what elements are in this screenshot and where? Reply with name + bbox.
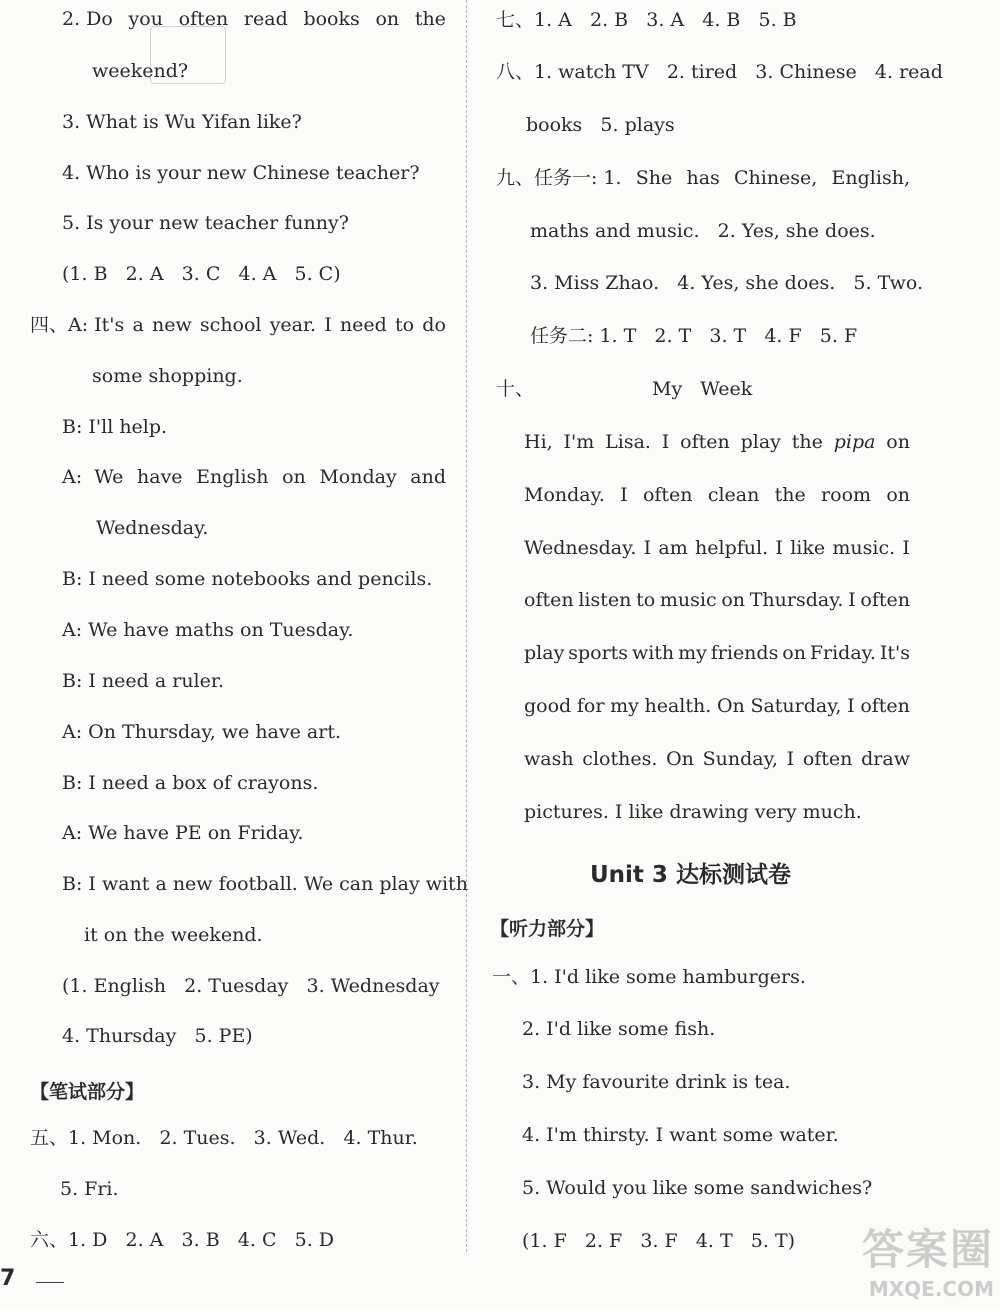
word: English bbox=[196, 466, 269, 488]
word: I bbox=[848, 589, 856, 611]
q4-line4 bbox=[62, 468, 446, 487]
essay-line2 bbox=[524, 486, 910, 505]
word: I bbox=[643, 537, 652, 559]
column-divider bbox=[466, 0, 467, 1252]
word: do bbox=[422, 314, 446, 336]
word: listen bbox=[578, 589, 632, 611]
written-section-label: 【笔试部分】 bbox=[30, 1081, 145, 1103]
word: English, bbox=[831, 167, 910, 189]
word: play bbox=[740, 431, 781, 453]
essay-line3 bbox=[524, 539, 910, 558]
word: with bbox=[631, 642, 675, 664]
q5-line2: 5. Fri. bbox=[60, 1178, 119, 1200]
word: on bbox=[886, 431, 910, 453]
word: school bbox=[199, 314, 262, 336]
essay-line4 bbox=[524, 591, 910, 610]
q3-item3: 3. What is Wu Yifan like? bbox=[62, 111, 302, 133]
word: friends bbox=[710, 642, 779, 664]
word: often bbox=[178, 8, 229, 30]
q4-line7: A: We have maths on Tuesday. bbox=[62, 619, 354, 641]
word: new bbox=[151, 314, 192, 336]
q1-line1: 一、1. I'd like some hamburgers. bbox=[492, 966, 806, 988]
word: year. bbox=[269, 314, 317, 336]
q4-line11: A: We have PE on Friday. bbox=[62, 822, 304, 844]
word: the bbox=[414, 8, 446, 30]
word: I bbox=[847, 695, 855, 717]
watermark-text: 答案圈 bbox=[861, 1225, 994, 1274]
word: She bbox=[635, 167, 673, 189]
q4-line5: Wednesday. bbox=[96, 517, 209, 539]
word: have bbox=[137, 466, 183, 488]
word: often bbox=[642, 484, 693, 506]
word: on bbox=[782, 642, 806, 664]
word: I bbox=[786, 748, 795, 770]
q9-line4: 任务二: 1. T 2. T 3. T 4. F 5. F bbox=[530, 325, 858, 347]
q8-line2: books 5. plays bbox=[526, 114, 675, 136]
word: Wednesday. bbox=[524, 537, 637, 559]
word: often bbox=[860, 589, 910, 611]
word: I bbox=[324, 314, 332, 336]
word: I bbox=[661, 431, 670, 453]
essay-line1 bbox=[524, 433, 910, 452]
word-italic: pipa bbox=[833, 431, 876, 453]
word: has bbox=[686, 167, 720, 189]
q1-line3: 3. My favourite drink is tea. bbox=[522, 1071, 791, 1093]
q4-line8: B: I need a ruler. bbox=[62, 670, 224, 692]
word: often bbox=[860, 695, 910, 717]
word: Saturday, bbox=[750, 695, 842, 717]
q1-line4: 4. I'm thirsty. I want some water. bbox=[522, 1124, 839, 1146]
word: often bbox=[524, 589, 574, 611]
word: on bbox=[375, 8, 400, 30]
q9-line2: maths and music. 2. Yes, she does. bbox=[530, 220, 876, 242]
word: Monday bbox=[319, 466, 397, 488]
essay-line7 bbox=[524, 750, 910, 769]
word: often bbox=[802, 748, 853, 770]
word: 2. Do bbox=[62, 8, 113, 30]
watermark-logo bbox=[862, 1217, 994, 1301]
q5-line1: 五、1. Mon. 2. Tues. 3. Wed. 4. Thur. bbox=[30, 1127, 418, 1149]
word: books bbox=[303, 8, 360, 30]
q8-line1: 八、1. watch TV 2. tired 3. Chinese 4. read bbox=[496, 61, 943, 83]
listening-section-label: 【听力部分】 bbox=[490, 918, 605, 940]
word: Sunday, bbox=[702, 748, 778, 770]
essay-line5 bbox=[524, 644, 910, 663]
essay-title: My Week bbox=[652, 378, 753, 400]
q4-line9: A: On Thursday, we have art. bbox=[62, 721, 341, 743]
q4-line14: (1. English 2. Tuesday 3. Wednesday bbox=[62, 975, 440, 997]
essay-line8: pictures. I like drawing very much. bbox=[524, 801, 862, 823]
page-number-dash bbox=[36, 1282, 64, 1283]
word: On bbox=[666, 748, 694, 770]
word: like bbox=[790, 537, 826, 559]
q4-line12: B: I want a new football. We can play with bbox=[62, 873, 468, 895]
word: to bbox=[636, 589, 656, 611]
word: clean bbox=[707, 484, 760, 506]
word: a bbox=[132, 314, 144, 336]
word: sports bbox=[568, 642, 629, 664]
word: Hi, bbox=[524, 431, 553, 453]
q4-line10: B: I need a box of crayons. bbox=[62, 772, 319, 794]
q1-answers: (1. F 2. F 3. F 4. T 5. T) bbox=[522, 1230, 796, 1252]
word: Thursday. bbox=[749, 589, 844, 611]
q4-line3: B: I'll help. bbox=[62, 416, 168, 438]
word: I bbox=[775, 537, 783, 559]
q4-line6: B: I need some notebooks and pencils. bbox=[62, 568, 433, 590]
word: wash bbox=[524, 748, 574, 770]
q4-line1 bbox=[30, 316, 446, 335]
word: am bbox=[658, 537, 688, 559]
word: and bbox=[410, 466, 446, 488]
word: On bbox=[716, 695, 745, 717]
word: for bbox=[576, 695, 605, 717]
q3-answers: (1. B 2. A 3. C 4. A 5. C) bbox=[62, 263, 341, 285]
word: I bbox=[902, 537, 910, 559]
essay-line6 bbox=[524, 697, 910, 716]
word: I bbox=[620, 484, 628, 506]
q6-answers: 六、1. D 2. A 3. B 4. C 5. D bbox=[30, 1229, 335, 1251]
word: Monday. bbox=[524, 484, 605, 506]
word: you bbox=[128, 8, 163, 30]
q3-item2-line1 bbox=[62, 10, 446, 29]
word: 四、A: It's bbox=[30, 314, 125, 336]
word: on bbox=[886, 484, 910, 506]
q3-item2-line2: weekend? bbox=[92, 60, 189, 82]
word: A: We bbox=[62, 466, 124, 488]
word: 九、任务一: 1. bbox=[496, 167, 622, 189]
q9-line3: 3. Miss Zhao. 4. Yes, she does. 5. Two. bbox=[530, 272, 923, 294]
word: It's bbox=[879, 642, 910, 664]
page-number: 7 bbox=[0, 1266, 16, 1291]
word: health. bbox=[644, 695, 712, 717]
word: good bbox=[524, 695, 572, 717]
word: helpful. bbox=[695, 537, 769, 559]
word: clothes. bbox=[582, 748, 658, 770]
q9-line1 bbox=[496, 169, 910, 188]
word: my bbox=[610, 695, 639, 717]
q4-line2: some shopping. bbox=[92, 365, 243, 387]
word: Lisa. bbox=[605, 431, 651, 453]
word: Chinese, bbox=[733, 167, 818, 189]
word: play bbox=[524, 642, 565, 664]
word: music bbox=[659, 589, 717, 611]
word: often bbox=[680, 431, 730, 453]
word: the bbox=[774, 484, 806, 506]
word: to bbox=[395, 314, 415, 336]
q4-line15: 4. Thursday 5. PE) bbox=[62, 1025, 253, 1047]
word: on bbox=[282, 466, 306, 488]
word: music. bbox=[832, 537, 896, 559]
unit-title: Unit 3 达标测试卷 bbox=[590, 862, 791, 888]
q3-item4: 4. Who is your new Chinese teacher? bbox=[62, 162, 420, 184]
word: on bbox=[721, 589, 745, 611]
word: need bbox=[339, 314, 387, 336]
q10-number: 十、 bbox=[496, 378, 535, 400]
word: Friday. bbox=[809, 642, 876, 664]
word: draw bbox=[861, 748, 910, 770]
word: read bbox=[243, 8, 288, 30]
q3-item5: 5. Is your new teacher funny? bbox=[62, 212, 349, 234]
word: I'm bbox=[563, 431, 595, 453]
q1-line5: 5. Would you like some sandwiches? bbox=[522, 1177, 873, 1199]
q4-line13: it on the weekend. bbox=[84, 924, 263, 946]
watermark-url: MXQE.COM bbox=[868, 1277, 994, 1301]
q7-answers: 七、1. A 2. B 3. A 4. B 5. B bbox=[496, 9, 797, 31]
word: room bbox=[821, 484, 872, 506]
word: the bbox=[791, 431, 823, 453]
word: my bbox=[678, 642, 707, 664]
q1-line2: 2. I'd like some fish. bbox=[522, 1018, 716, 1040]
